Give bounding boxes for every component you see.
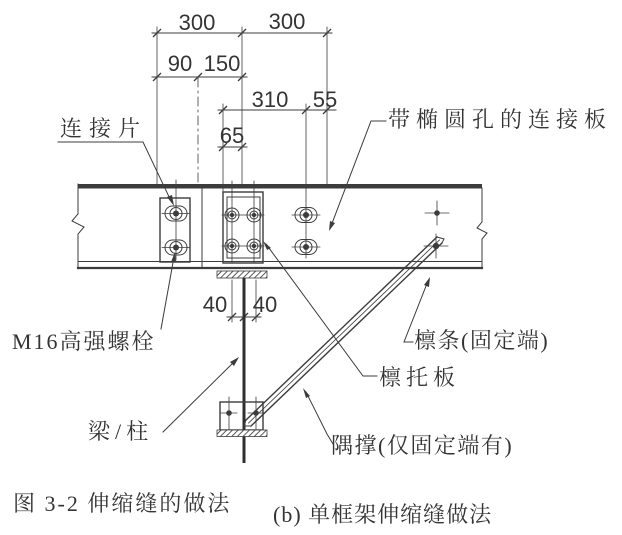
purlin-seat-plate xyxy=(217,271,267,278)
dim-65: 65 xyxy=(219,123,245,148)
dim-40-right: 40 xyxy=(252,292,278,317)
label-purlin-fixed-end: 檩条(固定端) xyxy=(414,328,550,353)
middle-connection-plate xyxy=(222,181,264,263)
dim-90: 90 xyxy=(167,51,193,76)
label-purlin-seat-plate: 檩托板 xyxy=(379,365,461,390)
label-high-strength-bolt: M16高强螺栓 xyxy=(12,329,156,354)
label-knee-brace: 隅撑(仅固定端有) xyxy=(331,433,514,458)
dim-55: 55 xyxy=(312,87,338,112)
sub-caption: (b) 单框架伸缩缝做法 xyxy=(273,502,493,527)
dim-150: 150 xyxy=(203,51,241,76)
callout-labels xyxy=(12,107,612,458)
figure-caption: 图 3-2 伸缩缝的做法 xyxy=(13,491,232,516)
top-flange xyxy=(78,184,482,189)
bottom-connection xyxy=(217,397,267,437)
dim-span-right: 300 xyxy=(268,9,306,34)
break-line-left xyxy=(72,184,84,268)
dim-40-left: 40 xyxy=(202,292,228,317)
label-slotted-plate: 带椭圆孔的连接板 xyxy=(388,107,613,132)
break-line-right xyxy=(477,188,487,268)
purlin-beam xyxy=(72,184,487,268)
brace-bolt-marks xyxy=(424,201,449,258)
captions xyxy=(13,491,492,527)
label-beam-column: 梁/柱 xyxy=(88,419,154,444)
dim-310: 310 xyxy=(251,87,289,112)
dim-span-left: 300 xyxy=(178,10,216,35)
bottom-seat-plate xyxy=(217,430,267,437)
label-connecting-strip: 连接片 xyxy=(60,116,148,141)
left-connecting-strip xyxy=(160,180,190,262)
